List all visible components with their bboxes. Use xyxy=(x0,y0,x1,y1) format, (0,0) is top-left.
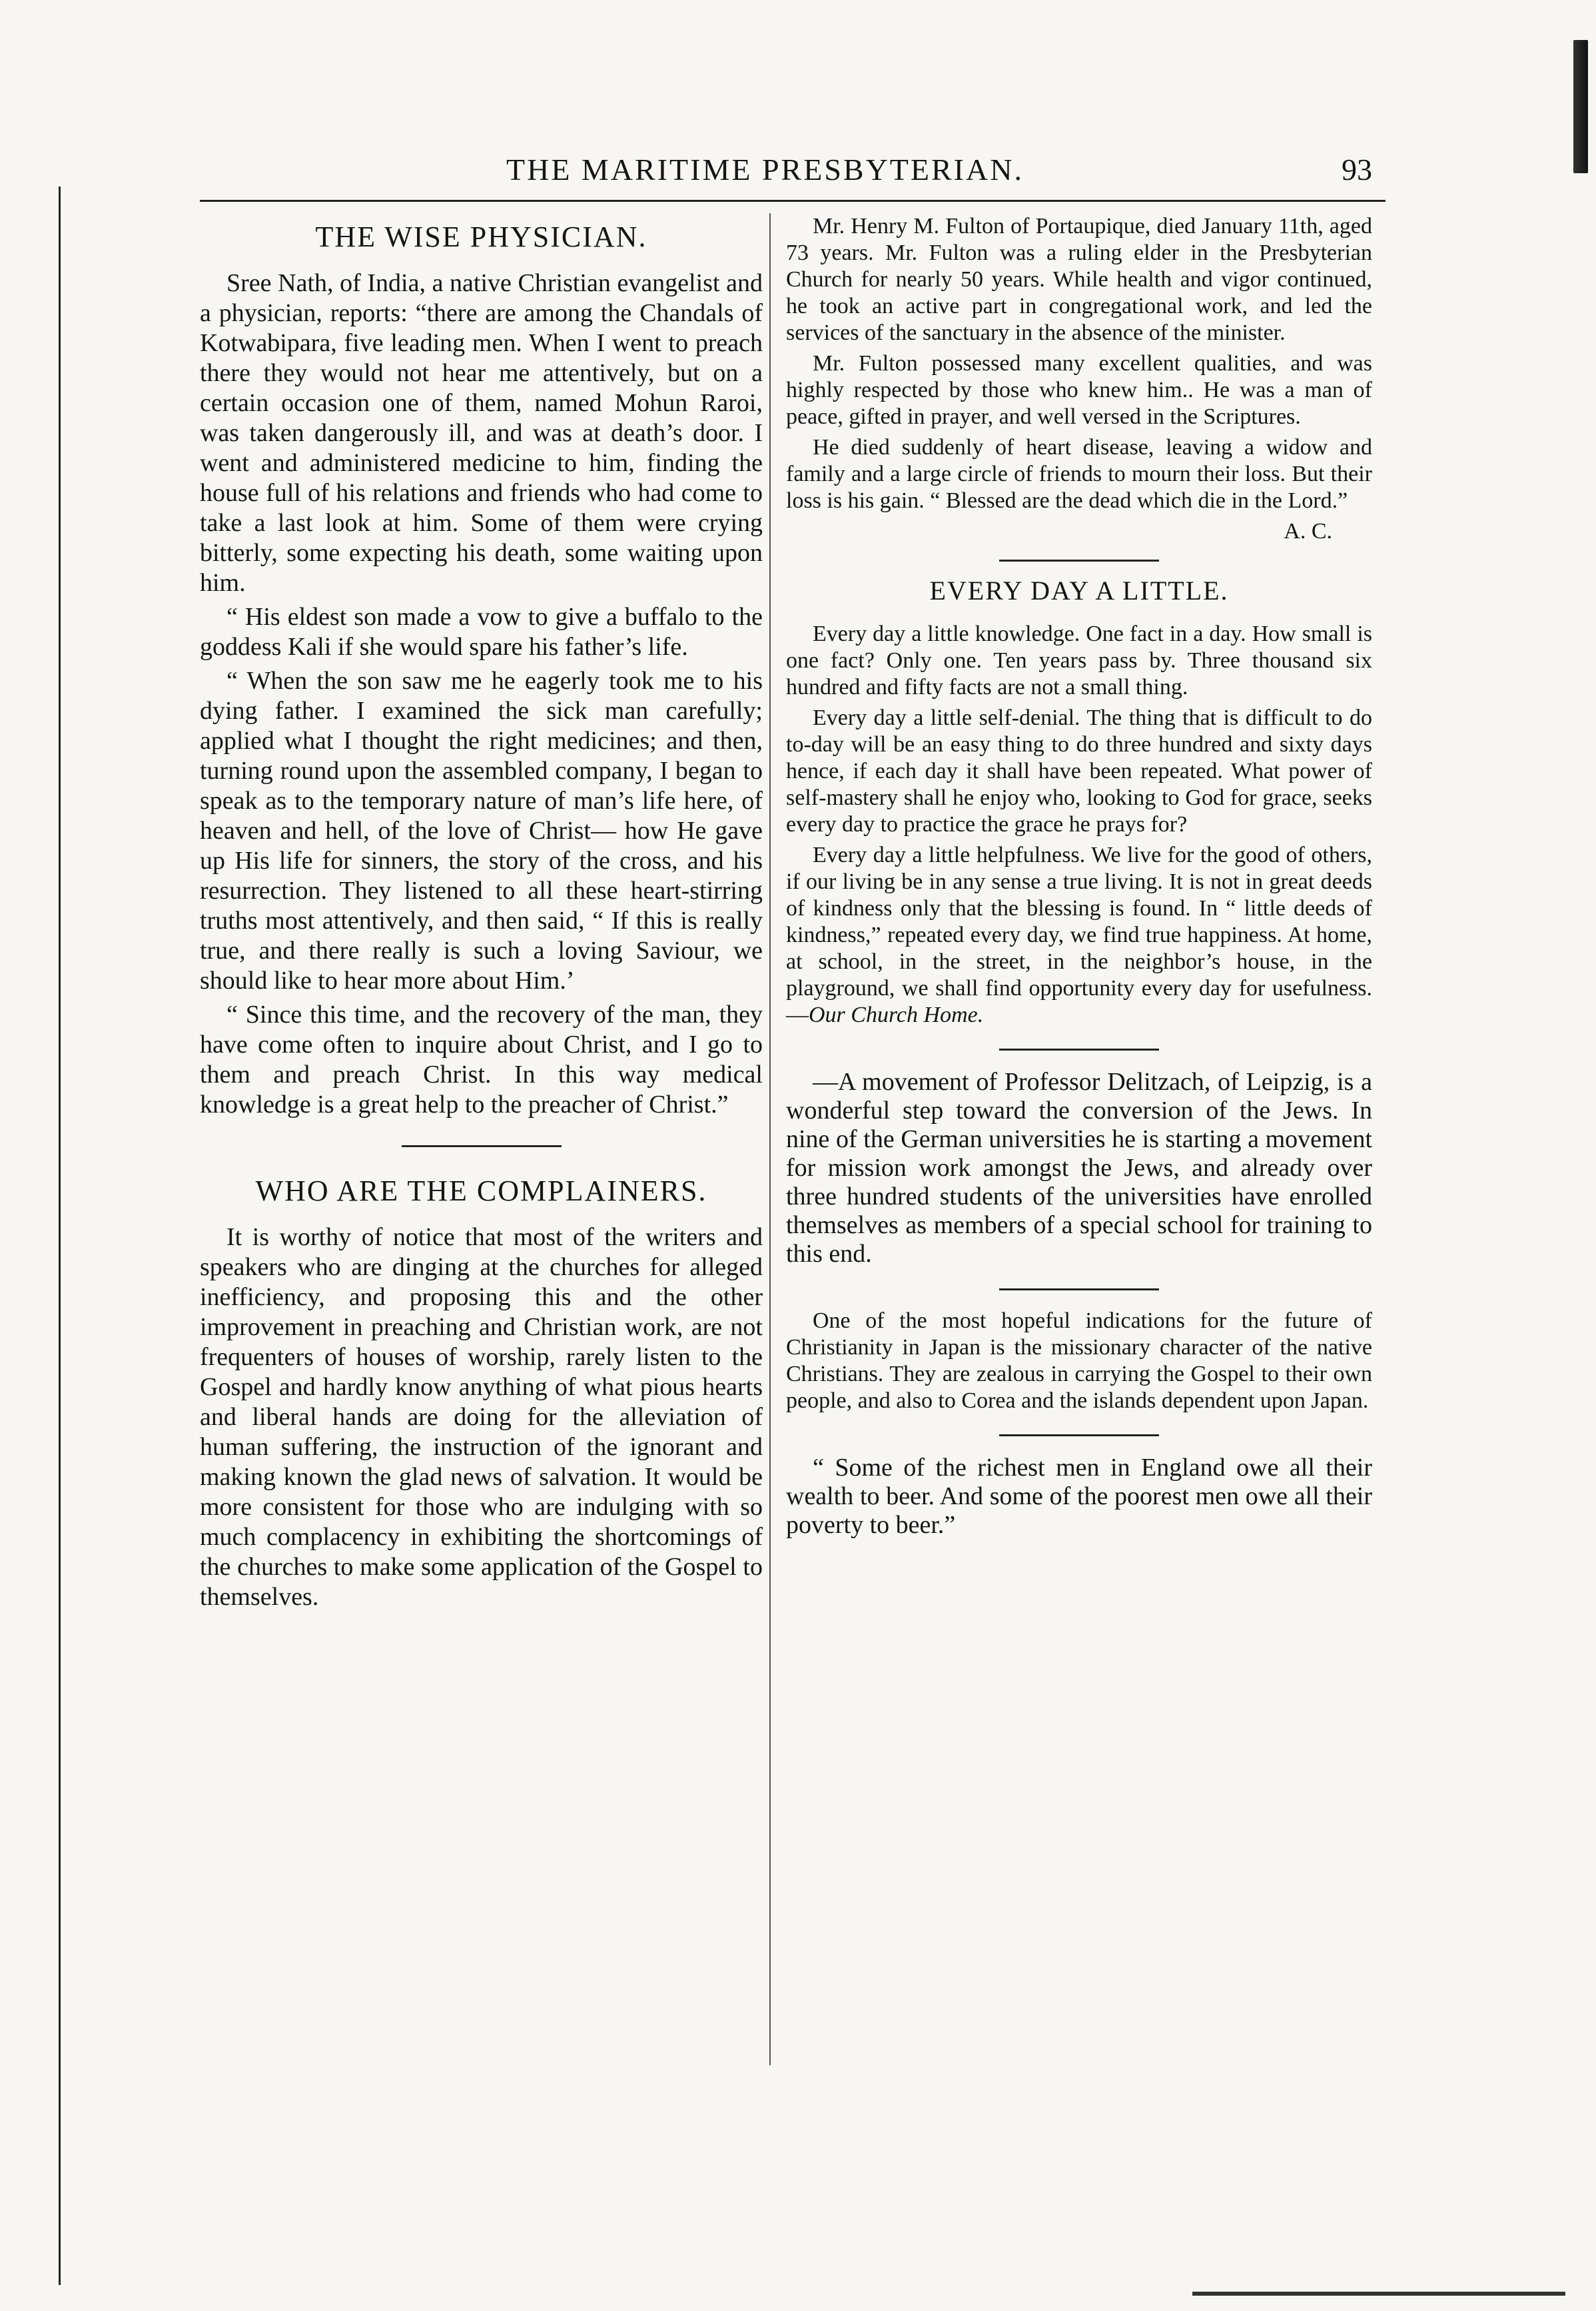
column-divider xyxy=(769,213,771,2065)
page-edge-shadow xyxy=(1573,40,1588,173)
section-rule xyxy=(999,1049,1159,1051)
article-title: WHO ARE THE COMPLAINERS. xyxy=(255,1174,707,1207)
article-paragraph: Every day a little self-denial. The thing that is difficult to do to-day will be an easy thing to do three hundred and sixty days hence, if each day it shall have been repeated. What power of self-mastery shall he enjoy who, looking to God for grace, seeks every day to practice the grace he prays for? xyxy=(786,705,1372,837)
article-paragraph: One of the most hopeful indications for the future of Christianity in Japan is the missionary character of the native Christians. They are zealous in carrying the Gospel to their own people, and also to Corea and the islands dependent upon Japan. xyxy=(786,1308,1372,1413)
article-paragraph: “ When the son saw me he eagerly took me to his dying father. I examined the sick man carefully; applied what I thought the right medicines; and then, turning round upon the assembled company, I began to speak as to the temporary nature of man’s life here, of heaven and hell, of the love of Christ— how He gave up His life for sinners, the story of the cross, and his resurrection. They listened to all these heart-stirring truths most attentively, and then said, “ If this is really true, and there really is such a loving Saviour, we should like to hear more about Him.’ xyxy=(200,667,763,995)
article-title: EVERY DAY A LITTLE. xyxy=(929,576,1229,606)
article-paragraph: It is worthy of notice that most of the writers and speakers who are dinging at the churches for alleged inefficiency, and proposing this and the other improvement in preaching and Christian work, are not frequenters of houses of worship, rarely listen to the Gospel and hardly know anything of what pious hearts and liberal hands are doing for the alleviation of human suffering, the instruction of the ignorant and making known the glad news of salvation. It would be more consistent for those who are indulging with so much complacency in exhibiting the shortcomings of the churches to make some application of the Gospel to themselves. xyxy=(200,1223,763,1611)
left-column xyxy=(200,213,763,1616)
header-rule xyxy=(200,200,1386,202)
article-complainers xyxy=(200,1174,763,1612)
article-paragraph: “ Some of the richest men in England owe all their wealth to beer. And some of the poorest men owe all their poverty to beer.” xyxy=(786,1454,1372,1539)
article-japan xyxy=(786,1308,1372,1414)
right-column xyxy=(786,213,1372,1544)
article-paragraph: —A movement of Professor Delitzach, of Leipzig, is a wonderful step toward the conversion of the Jews. In nine of the German universities he is starting a movement for mission work amongst the Jews, and already over three hundred students of the universities have enrolled themselves as members of a special school for training to this end. xyxy=(786,1068,1372,1268)
paragraph-text: Every day a little helpfulness. We live for the good of others, if our living be in any sense a true living. It is not in great deeds of kindness only that the blessing is found. In “ little deeds of kindness,” repeated every day, we find true happiness. At home, at school, in the street, in the neighbor’s house, in the playground, we shall find opportunity every day for usefulness.— xyxy=(786,843,1372,1027)
article-paragraph: Sree Nath, of India, a native Christian evangelist and a physician, reports: “there are among the Chandals of Kotwabipara, five leading men. When I went to preach there they would not hear me attentively, but on a certain occasion one of them, named Mohun Raroi, was taken dangerously ill, and was at death’s door. I went and administered medicine to him, finding the house full of his relations and friends who had come to take a last look at him. Some of them were crying bitterly, some expecting his death, some waiting upon him. xyxy=(200,269,763,597)
article-paragraph: Mr. Fulton possessed many excellent qualities, and was highly respected by those who knew him.. He was a man of peace, gifted in prayer, and well versed in the Scriptures. xyxy=(786,351,1372,429)
section-rule xyxy=(999,1434,1159,1436)
article-paragraph: “ Since this time, and the recovery of the man, they have come often to inquire about Christ, and I go to them and preach Christ. In this way medical knowledge is a great help to the preacher of Christ.” xyxy=(200,1001,763,1119)
article-beer xyxy=(786,1454,1372,1540)
article-paragraph: He died suddenly of heart disease, leaving a widow and family and a large circle of friends to mourn their loss. But their loss is his gain. “ Blessed are the dead which die in the Lord.” xyxy=(786,435,1372,513)
scan-artifact-rule xyxy=(1192,2292,1565,2296)
section-rule xyxy=(999,560,1159,562)
section-rule xyxy=(402,1145,562,1147)
source-attribution: Our Church Home. xyxy=(809,1003,984,1027)
article-paragraph xyxy=(786,842,1372,1029)
article-title: THE WISE PHYSICIAN. xyxy=(315,221,647,253)
page-number: 93 xyxy=(1342,153,1372,187)
article-paragraph: Mr. Henry M. Fulton of Portaupique, died January 11th, aged 73 years. Mr. Fulton was a ruling elder in the Presbyterian Church for nearly 50 years. While health and vigor continued, he took an active part in congregational work, and led the services of the sanctuary in the absence of the minister. xyxy=(786,214,1372,345)
section-rule xyxy=(999,1288,1159,1290)
publication-title: THE MARITIME PRESBYTERIAN. xyxy=(506,153,1024,187)
article-paragraph: “ His eldest son made a vow to give a buffalo to the goddess Kali if she would spare his father’s life. xyxy=(200,603,763,661)
page-margin-line xyxy=(59,187,61,2285)
article-paragraph: Every day a little knowledge. One fact in a day. How small is one fact? Only one. Ten years pass by. Three thousand six hundred and fifty facts are not a small thing. xyxy=(786,622,1372,699)
page-header xyxy=(200,152,1386,192)
signature: A. C. xyxy=(1284,519,1332,544)
article-wise-physician xyxy=(200,220,763,1120)
article-obituary xyxy=(786,213,1372,545)
article-every-day xyxy=(786,575,1372,1029)
article-delitzach xyxy=(786,1068,1372,1268)
